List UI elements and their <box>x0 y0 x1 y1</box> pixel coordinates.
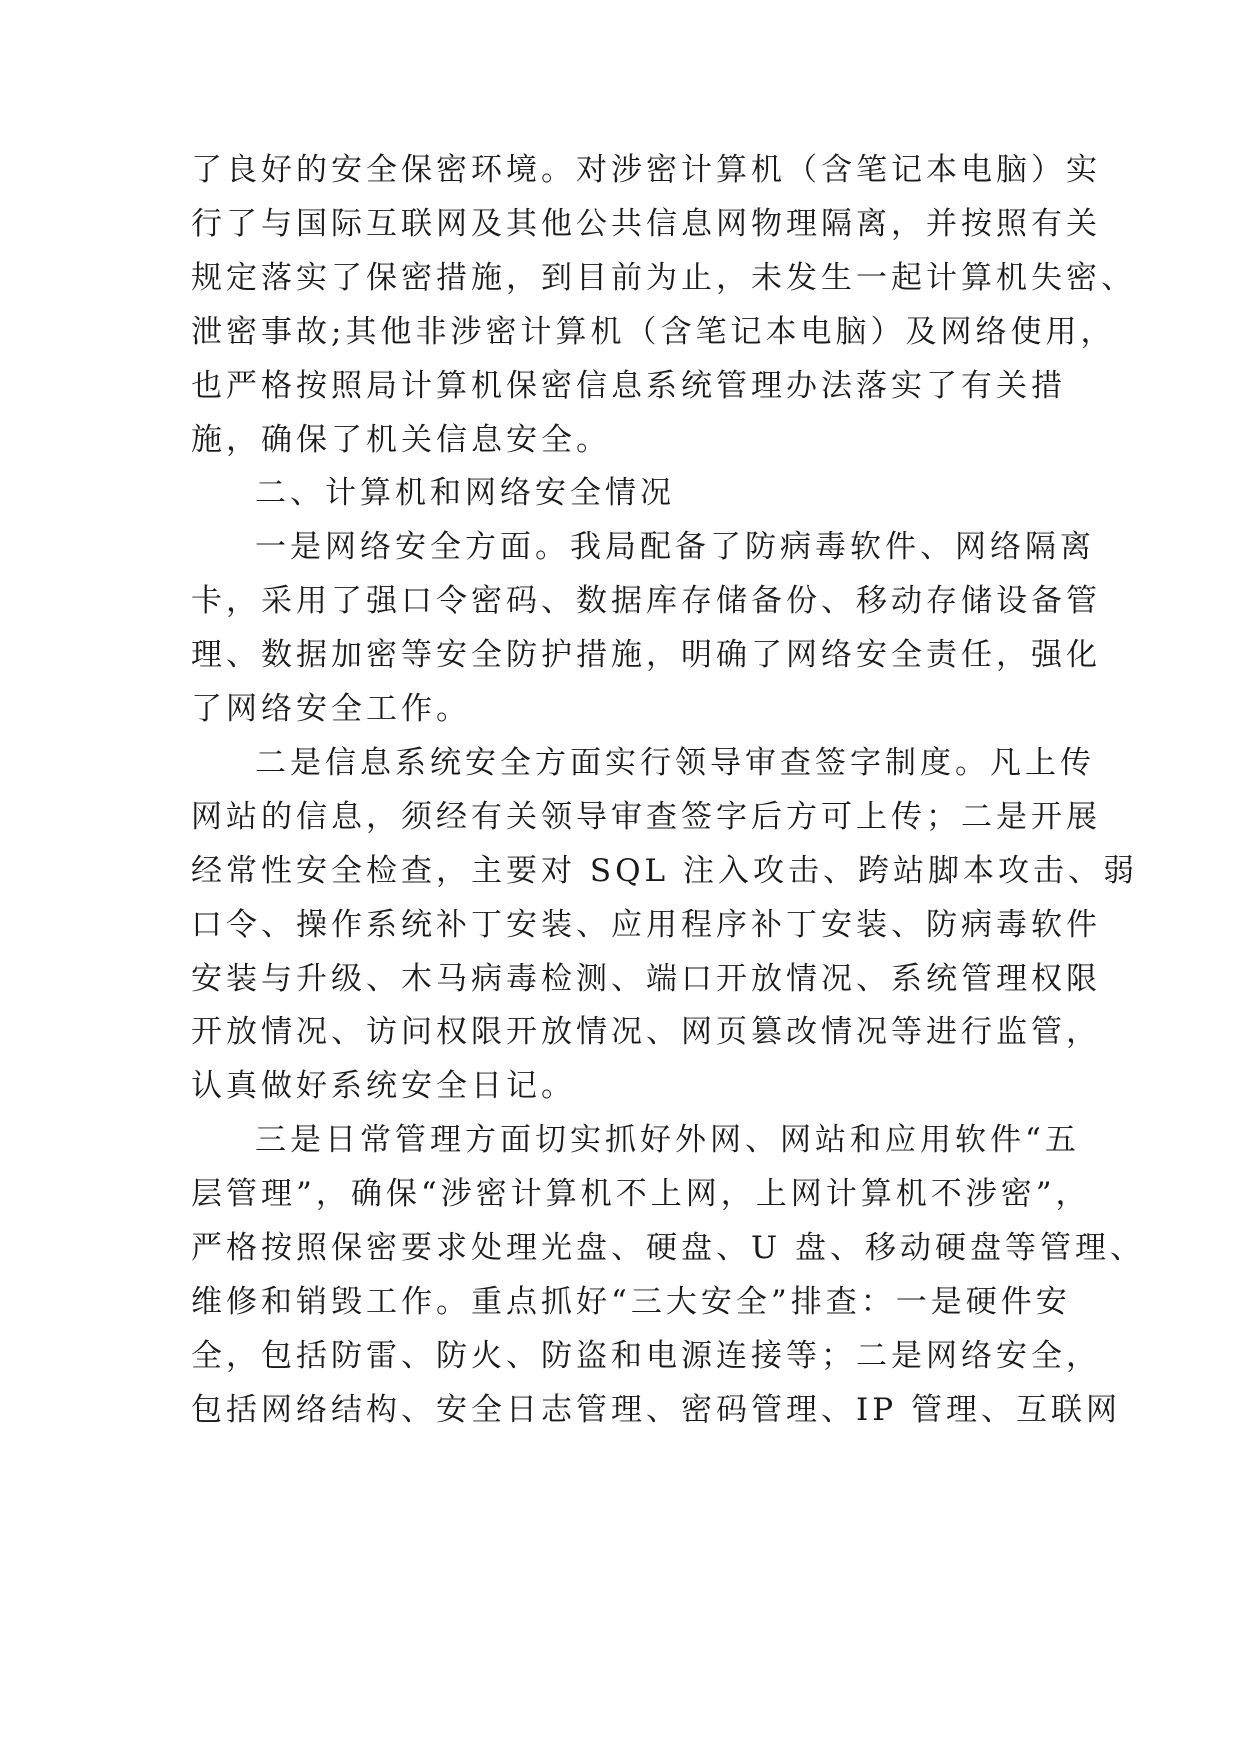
text-line: 了良好的安全保密环境。对涉密计算机（含笔记本电脑）实 <box>191 152 1101 188</box>
text-line: 包括网络结构、安全日志管理、密码管理、IP 管理、互联网 <box>191 1392 1121 1428</box>
text-line: 维修和销毁工作。重点抓好“三大安全”排查：一是硬件安 <box>191 1284 1071 1320</box>
text-line: 泄密事故;其他非涉密计算机（含笔记本电脑）及网络使用， <box>191 314 1116 350</box>
text-line: 认真做好系统安全日记。 <box>191 1068 576 1104</box>
text-line: 经常性安全检查，主要对 SQL 注入攻击、跨站脚本攻击、弱 <box>191 853 1138 889</box>
paragraph-first-line: 二是信息系统安全方面实行领导审查签字制度。凡上传 <box>255 745 1095 781</box>
paragraph-first-line: 二、计算机和网络安全情况 <box>255 475 675 511</box>
text-line: 规定落实了保密措施，到目前为止，未发生一起计算机失密、 <box>191 260 1136 296</box>
text-line: 层管理”，确保“涉密计算机不上网，上网计算机不涉密”， <box>191 1176 1091 1212</box>
text-line: 口令、操作系统补丁安装、应用程序补丁安装、防病毒软件 <box>191 907 1101 943</box>
paragraph-first-line: 一是网络安全方面。我局配备了防病毒软件、网络隔离 <box>255 529 1095 565</box>
text-line: 施，确保了机关信息安全。 <box>191 422 611 458</box>
text-line: 卡，采用了强口令密码、数据库存储备份、移动存储设备管 <box>191 583 1101 619</box>
text-line: 理、数据加密等安全防护措施，明确了网络安全责任，强化 <box>191 637 1101 673</box>
text-line: 行了与国际互联网及其他公共信息网物理隔离，并按照有关 <box>191 206 1101 242</box>
text-line: 网站的信息，须经有关领导审查签字后方可上传；二是开展 <box>191 799 1101 835</box>
text-line: 开放情况、访问权限开放情况、网页篡改情况等进行监管， <box>191 1014 1101 1050</box>
text-line: 了网络安全工作。 <box>191 691 471 727</box>
paragraph-first-line: 三是日常管理方面切实抓好外网、网站和应用软件“五 <box>255 1122 1080 1158</box>
text-line: 也严格按照局计算机保密信息系统管理办法落实了有关措 <box>191 368 1066 404</box>
text-line: 全，包括防雷、防火、防盗和电源连接等；二是网络安全， <box>191 1338 1101 1374</box>
text-line: 安装与升级、木马病毒检测、端口开放情况、系统管理权限 <box>191 961 1101 997</box>
text-line: 严格按照保密要求处理光盘、硬盘、U 盘、移动硬盘等管理、 <box>191 1230 1145 1266</box>
